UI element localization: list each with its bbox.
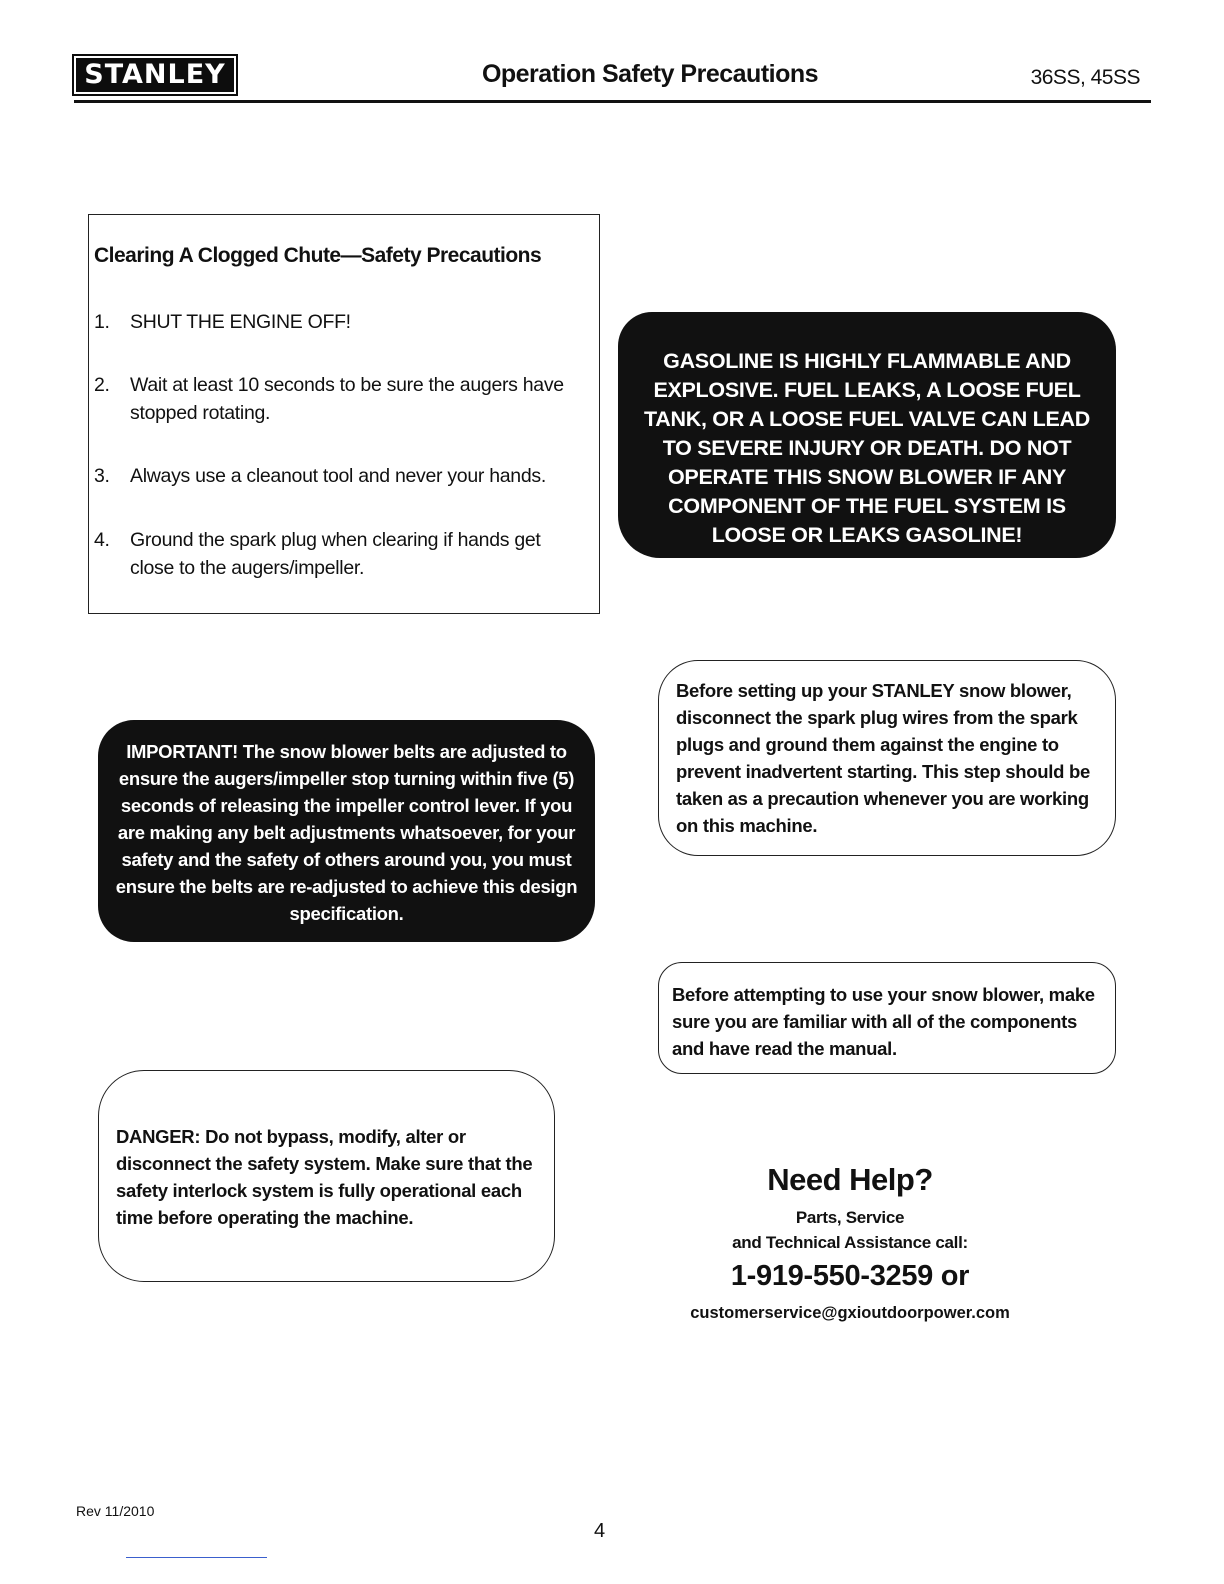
help-line-1: Parts, Service bbox=[795, 1208, 905, 1227]
help-email[interactable]: customerservice@gxioutdoorpower.com bbox=[690, 1304, 1010, 1322]
page-title: Operation Safety Precautions bbox=[481, 60, 819, 88]
setup-note: Before setting up your STANLEY snow blower, disconnect the spark plug wires from the spark plugs and ground them against the engine to prevent inadvertent starting. This step should be taken as a precaution whenever you are working on this machine. bbox=[658, 660, 1116, 856]
footer-link-underline[interactable] bbox=[126, 1557, 267, 1558]
stanley-logo: STANLEY bbox=[72, 54, 238, 96]
header-divider bbox=[74, 100, 1151, 103]
clearing-chute-title: Clearing A Clogged Chute—Safety Precautions bbox=[94, 244, 542, 267]
step-number: 4. bbox=[94, 529, 110, 551]
step-text: Always use a cleanout tool and never your hands. bbox=[130, 465, 546, 487]
step-number: 1. bbox=[94, 311, 110, 333]
step-text: SHUT THE ENGINE OFF! bbox=[130, 311, 351, 333]
help-line-2: and Technical Assistance call: bbox=[732, 1233, 968, 1252]
danger-note: DANGER: Do not bypass, modify, alter or disconnect the safety system. Make sure that the safety interlock system is fully operational each time before operating the machine. bbox=[98, 1070, 555, 1282]
revision-date: Rev 11/2010 bbox=[76, 1503, 155, 1519]
step-number: 3. bbox=[94, 465, 110, 487]
need-help-title: Need Help? bbox=[767, 1162, 933, 1197]
step-text: Ground the spark plug when clearing if hands get close to the augers/impeller. bbox=[130, 529, 541, 579]
help-phone: 1-919-550-3259 or bbox=[730, 1260, 970, 1292]
page-number: 4 bbox=[594, 1520, 606, 1542]
important-belt-warning: IMPORTANT! The snow blower belts are adjusted to ensure the augers/impeller stop turning within five (5) seconds of releasing the impeller control lever. If you are making any belt adjustments whatsoever, for your safety and the safety of others around you, you must ensure the belts are re-adjusted to achieve this design specification. bbox=[98, 720, 595, 942]
step-number: 2. bbox=[94, 374, 110, 396]
gasoline-warning: GASOLINE IS HIGHLY FLAMMABLE AND EXPLOSIVE. FUEL LEAKS, A LOOSE FUEL TANK, OR A LOOSE FUEL VALVE CAN LEAD TO SEVERE INJURY OR DEATH. DO NOT OPERATE THIS SNOW BLOWER IF ANY COMPONENT OF THE FUEL SYSTEM IS LOOSE OR LEAKS GASOLINE! bbox=[618, 312, 1116, 558]
step-text: Wait at least 10 seconds to be sure the augers have stopped rotating. bbox=[130, 374, 564, 424]
familiarity-note: Before attempting to use your snow blower, make sure you are familiar with all of the components and have read the manual. bbox=[658, 962, 1116, 1074]
model-numbers: 36SS, 45SS bbox=[1030, 66, 1140, 89]
